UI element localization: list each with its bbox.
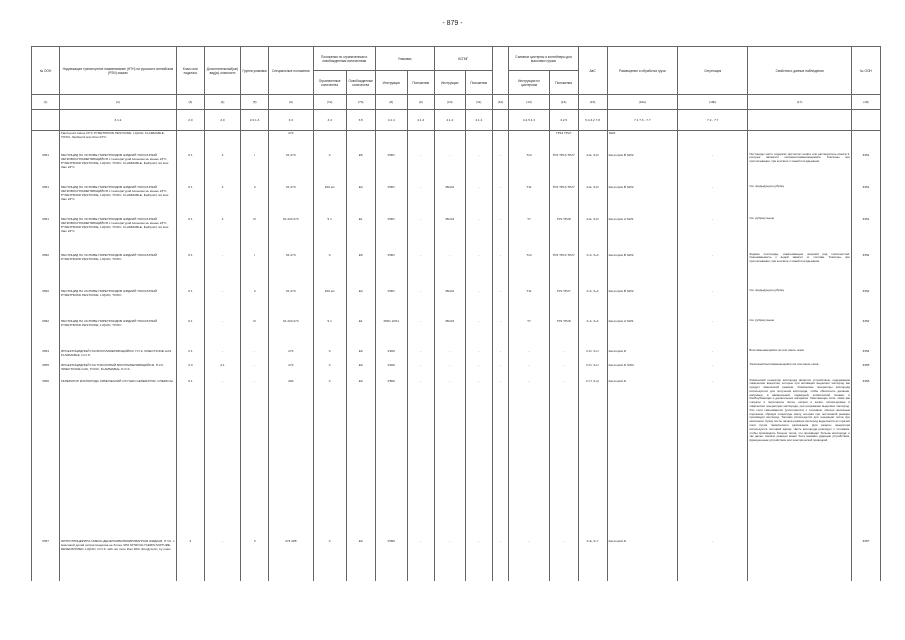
proper-shipping-name: Flash-point below 23°C PYRETHROID PESTICIDE, LIQUID, FLAMMABLE, TOXIC, flashpoint less than 23°C bbox=[59, 131, 176, 153]
ems-code: F-A, S-A bbox=[578, 253, 607, 289]
tank-provision: TP2 TP27 bbox=[549, 289, 578, 319]
tank-provision: - bbox=[549, 349, 578, 363]
properties: См. рубрику выше bbox=[748, 319, 852, 349]
column-code-row bbox=[32, 110, 881, 131]
proper-shipping-name: ПЕСТИЦИД НА ОСНОВЕ ПИРЕТРОИДОВ ЖИДКИЙ ТОКСИЧНЫЙ ЛЕГКОВОСПЛАМЕНЯЮЩИЙСЯ с температурой вспышки не менее 23°C PYRETHROID PESTICIDE, LIQUID, TOXIC, FLAMMABLE, flashpoint not less than 23°C bbox=[59, 185, 176, 217]
header-class: Класс или подкласс bbox=[176, 47, 204, 95]
column-code: 5.4.3.2 7.8 bbox=[578, 110, 607, 131]
stowage: Категория B SW2 bbox=[607, 185, 677, 217]
tank-provision: TP2 TP13 TP27 bbox=[549, 253, 578, 289]
proper-shipping-name: ПЕСТИЦИД НА ОСНОВЕ ПИРЕТРОИДОВ ЖИДКИЙ ТОКСИЧНЫЙ PYRETHROID PESTICIDE, LIQUID, TOXIC bbox=[59, 319, 176, 349]
subsidiary-hazard: - bbox=[204, 253, 240, 289]
column-12: - bbox=[492, 289, 509, 319]
column-code: 7.1 7.3 - 7.7 bbox=[607, 110, 677, 131]
packing-instruction bbox=[375, 131, 407, 153]
packing-instruction: P200 bbox=[375, 349, 407, 363]
packing-provision: - bbox=[407, 363, 434, 379]
subsidiary-hazard: 3 bbox=[204, 185, 240, 217]
column-code: 2.0.1.3 bbox=[241, 110, 269, 131]
class: 6.1 bbox=[176, 319, 204, 349]
header-tank-provisions: Положения bbox=[549, 71, 578, 95]
table-row bbox=[32, 217, 881, 253]
class: 5.1 bbox=[176, 379, 204, 539]
packing-group: III bbox=[241, 217, 269, 253]
packing-group: II bbox=[241, 289, 269, 319]
subsidiary-hazard: - bbox=[204, 349, 240, 363]
tank-instruction: T7 bbox=[509, 217, 549, 253]
column-code bbox=[851, 110, 880, 131]
header-tanks: Съемные цистерны и контейнеры для массовых грузов bbox=[509, 47, 578, 71]
un-number-right bbox=[851, 131, 880, 153]
packing-instruction: P200 bbox=[375, 363, 407, 379]
segregation bbox=[678, 131, 748, 153]
ibc-instruction: IBC02 bbox=[434, 289, 465, 319]
class: 6.1 bbox=[176, 253, 204, 289]
column-number: (7а) bbox=[313, 95, 346, 110]
packing-group bbox=[241, 131, 269, 153]
column-12: - bbox=[492, 217, 509, 253]
proper-shipping-name: НИТРОГЛИЦЕРИНА СМЕСЬ ДЕСЕНСИБИЛИЗИРОВАННАЯ ЖИДКАЯ, Н.У.К. с массовой долей нитроглицерина не более 30% NITROGLYCERIN MIXTURE, DESENSITIZED, LIQUID, N.O.S. with not more than 30% nitroglycerin, by mass bbox=[59, 539, 176, 581]
limited-quantity: 0 bbox=[313, 363, 346, 379]
column-number: (6) bbox=[269, 95, 314, 110]
proper-shipping-name: ГЕНЕРАТОР КИСЛОРОДА ХИМИЧЕСКИЙ OXYGEN GENERATOR, CHEMICAL bbox=[59, 379, 176, 539]
packing-group: - bbox=[241, 363, 269, 379]
column-12: - bbox=[492, 363, 509, 379]
class: 2.3 bbox=[176, 363, 204, 379]
column-12: - bbox=[492, 539, 509, 581]
header-segregation: Сегрегация bbox=[678, 47, 748, 95]
ems-code: F-E, S-Y bbox=[578, 539, 607, 581]
special-provisions: 274 bbox=[269, 363, 314, 379]
header-pack-instructions: Инструкции bbox=[375, 71, 407, 95]
header-packagings: Упаковки bbox=[375, 47, 434, 71]
packing-instruction: P001 LP01 bbox=[375, 319, 407, 349]
special-provisions: 61 223 274 bbox=[269, 319, 314, 349]
table-row bbox=[32, 131, 881, 153]
un-number: 3354 bbox=[32, 349, 60, 363]
un-number-right: 3356 bbox=[851, 379, 880, 539]
tank-instruction: - bbox=[509, 363, 549, 379]
column-code: 4.2.5 4.3 bbox=[509, 110, 549, 131]
column-code bbox=[32, 110, 60, 131]
table-row bbox=[32, 379, 881, 539]
excepted-quantity: E5 bbox=[346, 153, 375, 185]
limited-quantity: 0 bbox=[313, 379, 346, 539]
segregation: - bbox=[678, 349, 748, 363]
ibc-provision: - bbox=[465, 319, 492, 349]
limited-quantity: 5 л bbox=[313, 217, 346, 253]
ibc-instruction: - bbox=[434, 379, 465, 539]
packing-group: II bbox=[241, 185, 269, 217]
stowage: Категория B SW2 bbox=[607, 153, 677, 185]
stowage: Категория D bbox=[607, 349, 677, 363]
proper-shipping-name: ПЕСТИЦИД НА ОСНОВЕ ПИРЕТРОИДОВ ЖИДКИЙ ТОКСИЧНЫЙ PYRETHROID PESTICIDE, LIQUID, TOXIC bbox=[59, 289, 176, 319]
tank-instruction: T7 bbox=[509, 319, 549, 349]
column-code: 2.0 bbox=[204, 110, 240, 131]
packing-provision: - bbox=[407, 539, 434, 581]
special-provisions: 274 bbox=[269, 349, 314, 363]
header-col12 bbox=[492, 47, 509, 95]
segregation: - bbox=[678, 253, 748, 289]
tank-provision: TP2 TP13 TP27 bbox=[549, 185, 578, 217]
column-code: 2.0 bbox=[176, 110, 204, 131]
properties: См. предыдущую рубрику bbox=[748, 289, 852, 319]
tank-provision: TP13 TP27 bbox=[549, 131, 578, 153]
un-number bbox=[32, 131, 60, 153]
properties bbox=[748, 539, 852, 581]
column-number: (16a) bbox=[607, 95, 677, 110]
column-number: (10) bbox=[434, 95, 465, 110]
packing-instruction: P001 bbox=[375, 217, 407, 253]
excepted-quantity bbox=[346, 131, 375, 153]
excepted-quantity: E0 bbox=[346, 539, 375, 581]
column-12: - bbox=[492, 185, 509, 217]
un-number: 3352 bbox=[32, 253, 60, 289]
ems-code: F-E, S-D bbox=[578, 217, 607, 253]
ems-code: F-E, S-D bbox=[578, 153, 607, 185]
un-number-right: 3352 bbox=[851, 319, 880, 349]
column-number: (5) bbox=[241, 95, 269, 110]
excepted-quantity: E1 bbox=[346, 319, 375, 349]
table-row bbox=[32, 289, 881, 319]
packing-instruction: P001 bbox=[375, 253, 407, 289]
header-packing-group: Группа упаковки bbox=[241, 47, 269, 95]
column-number: (4) bbox=[204, 95, 240, 110]
packing-provision: - bbox=[407, 185, 434, 217]
limited-quantity: 100 мл bbox=[313, 185, 346, 217]
limited-quantity: 0 bbox=[313, 349, 346, 363]
packing-provision bbox=[407, 131, 434, 153]
column-number: (17) bbox=[748, 95, 852, 110]
column-code: 4.2.5 bbox=[549, 110, 578, 131]
special-provisions: 61 274 bbox=[269, 185, 314, 217]
limited-quantity: 5 л bbox=[313, 319, 346, 349]
packing-provision: - bbox=[407, 153, 434, 185]
packing-group: III bbox=[241, 319, 269, 349]
column-number: (11) bbox=[465, 95, 492, 110]
column-number: (3) bbox=[176, 95, 204, 110]
packing-instruction: P001 bbox=[375, 289, 407, 319]
segregation: - bbox=[678, 539, 748, 581]
ems-code: F-D, S-U bbox=[578, 363, 607, 379]
class: 6.1 bbox=[176, 153, 204, 185]
excepted-quantity: E1 bbox=[346, 217, 375, 253]
tank-provision: TP2 TP28 bbox=[549, 217, 578, 253]
column-code bbox=[492, 110, 509, 131]
un-number-right: 3351 bbox=[851, 217, 880, 253]
subsidiary-hazard: 2.1 bbox=[204, 363, 240, 379]
excepted-quantity: E0 bbox=[346, 349, 375, 363]
ibc-instruction: IBC03 bbox=[434, 217, 465, 253]
un-number-right: 3352 bbox=[851, 253, 880, 289]
special-provisions: 61 274 bbox=[269, 253, 314, 289]
column-code: 4.1.4 bbox=[375, 110, 407, 131]
header-special-provisions: Специальные положения bbox=[269, 47, 314, 95]
ibc-provision: - bbox=[465, 217, 492, 253]
subsidiary-hazard: 3 bbox=[204, 153, 240, 185]
excepted-quantity: E4 bbox=[346, 185, 375, 217]
column-number-row bbox=[32, 95, 881, 110]
column-12: - bbox=[492, 379, 509, 539]
header-ibc: КСГМГ bbox=[434, 47, 492, 71]
class: 6.1 bbox=[176, 185, 204, 217]
column-number: (7b) bbox=[346, 95, 375, 110]
subsidiary-hazard bbox=[204, 131, 240, 153]
table-row bbox=[32, 349, 881, 363]
ems-code: F-D, S-U bbox=[578, 349, 607, 363]
stowage: Категория D bbox=[607, 379, 677, 539]
ibc-instruction: - bbox=[434, 153, 465, 185]
segregation: - bbox=[678, 153, 748, 185]
tank-instruction: T14 bbox=[509, 253, 549, 289]
packing-provision: - bbox=[407, 289, 434, 319]
proper-shipping-name: ПЕСТИЦИД НА ОСНОВЕ ПИРЕТРОИДОВ ЖИДКИЙ ТОКСИЧНЫЙ ЛЕГКОВОСПЛАМЕНЯЮЩИЙСЯ с температурой вспышки не менее 23°C PYRETHROID PESTICIDE, LIQUID, TOXIC, FLAMMABLE, flashpoint not less than 23°C bbox=[59, 217, 176, 253]
column-code: 4.1.4 bbox=[434, 110, 465, 131]
column-number: (15) bbox=[578, 95, 607, 110]
stowage: Категория D bbox=[607, 539, 677, 581]
subsidiary-hazard: - bbox=[204, 379, 240, 539]
class: 6.1 bbox=[176, 217, 204, 253]
un-number-right: 3357 bbox=[851, 539, 880, 581]
header-subsidiary: Дополнительный(ые) вид(ы) опасности bbox=[204, 47, 240, 95]
column-code: 4.1.4 bbox=[407, 110, 434, 131]
ems-code: F-H, S-Q bbox=[578, 379, 607, 539]
class: 6.1 bbox=[176, 289, 204, 319]
column-number: (16b) bbox=[678, 95, 748, 110]
ems-code: F-A, S-A bbox=[578, 289, 607, 319]
table-row bbox=[32, 363, 881, 379]
ibc-instruction: - bbox=[434, 539, 465, 581]
un-number: 3351 bbox=[32, 185, 60, 217]
packing-instruction: P001 bbox=[375, 185, 407, 217]
column-code: 3.4 bbox=[313, 110, 346, 131]
column-code: 7.2 - 7.7 bbox=[678, 110, 748, 131]
limited-quantity: 0 bbox=[313, 153, 346, 185]
un-number: 3356 bbox=[32, 379, 60, 539]
special-provisions: 61 274 bbox=[269, 289, 314, 319]
ibc-provision: - bbox=[465, 253, 492, 289]
ibc-instruction: IBC03 bbox=[434, 319, 465, 349]
special-provisions: 61 274 bbox=[269, 153, 314, 185]
properties bbox=[748, 131, 852, 153]
column-number: (8) bbox=[375, 95, 407, 110]
tank-instruction: - bbox=[509, 379, 549, 539]
table-row bbox=[32, 253, 881, 289]
un-number: 3351 bbox=[32, 217, 60, 253]
segregation: - bbox=[678, 379, 748, 539]
proper-shipping-name: ПЕСТИЦИД НА ОСНОВЕ ПИРЕТРОИДОВ ЖИДКИЙ ТОКСИЧНЫЙ PYRETHROID PESTICIDE, LIQUID, TOXIC bbox=[59, 253, 176, 289]
special-provisions: 284 bbox=[269, 379, 314, 539]
ibc-provision: - bbox=[465, 289, 492, 319]
header-name: Надлежащее транспортное наименование (НТН) на русском и английском (PSN) языках bbox=[59, 47, 176, 95]
subsidiary-hazard: - bbox=[204, 289, 240, 319]
un-number: 3355 bbox=[32, 363, 60, 379]
header-un: № ООН bbox=[32, 47, 60, 95]
segregation: - bbox=[678, 217, 748, 253]
ibc-instruction: - bbox=[434, 363, 465, 379]
column-code: 3.1.2 bbox=[59, 110, 176, 131]
un-number: 3351 bbox=[32, 153, 60, 185]
segregation: - bbox=[678, 185, 748, 217]
ibc-instruction: - bbox=[434, 253, 465, 289]
tank-provision: TP2 TP28 bbox=[549, 319, 578, 349]
limited-quantity: 0 bbox=[313, 253, 346, 289]
proper-shipping-name: ИНСЕКТИЦИДНЫЙ ГАЗ ВОСПЛАМЕНЯЮЩИЙСЯ, Н.У.К. INSECTICIDE GAS, FLAMMABLE, N.O.S. bbox=[59, 349, 176, 363]
column-code: 4.1.4 bbox=[465, 110, 492, 131]
special-provisions: 61 223 274 bbox=[269, 217, 314, 253]
segregation: - bbox=[678, 289, 748, 319]
tank-instruction: T11 bbox=[509, 185, 549, 217]
un-number-right: 3351 bbox=[851, 153, 880, 185]
ibc-instruction: - bbox=[434, 349, 465, 363]
segregation: - bbox=[678, 363, 748, 379]
packing-group: - bbox=[241, 379, 269, 539]
tank-instruction bbox=[509, 131, 549, 153]
column-code bbox=[748, 110, 852, 131]
limited-quantity: 0 bbox=[313, 539, 346, 581]
un-number-right: 3354 bbox=[851, 349, 880, 363]
packing-provision: - bbox=[407, 379, 434, 539]
column-number: (12) bbox=[492, 95, 509, 110]
header-excepted: Освобожденные количества bbox=[346, 71, 375, 95]
class bbox=[176, 131, 204, 153]
stowage: Категория D SW2 bbox=[607, 363, 677, 379]
ibc-provision: - bbox=[465, 539, 492, 581]
header-un-right: № ООН bbox=[851, 47, 880, 95]
subsidiary-hazard: - bbox=[204, 319, 240, 349]
class: 3 bbox=[176, 539, 204, 581]
special-provisions: 274 bbox=[269, 131, 314, 153]
ibc-instruction: IBC02 bbox=[434, 185, 465, 217]
page-number: - 879 - bbox=[442, 20, 463, 27]
excepted-quantity: E4 bbox=[346, 289, 375, 319]
packing-group: II bbox=[241, 539, 269, 581]
column-number: (2) bbox=[59, 95, 176, 110]
table-row bbox=[32, 185, 881, 217]
column-12: - bbox=[492, 153, 509, 185]
header-ems: АвС bbox=[578, 47, 607, 95]
stowage: Категория B SW2 bbox=[607, 289, 677, 319]
excepted-quantity: E5 bbox=[346, 253, 375, 289]
tank-instruction: T14 bbox=[509, 153, 549, 185]
properties: См. рубрику выше bbox=[748, 217, 852, 253]
segregation: - bbox=[678, 319, 748, 349]
packing-provision: - bbox=[407, 349, 434, 363]
ems-code: F-A, S-A bbox=[578, 319, 607, 349]
column-12: - bbox=[492, 349, 509, 363]
table-row bbox=[32, 319, 881, 349]
column-number: (1) bbox=[32, 95, 60, 110]
stowage: Категория A SW2 bbox=[607, 319, 677, 349]
header-limited: Ограниченные количества bbox=[313, 71, 346, 95]
packing-instruction: P099 bbox=[375, 539, 407, 581]
dangerous-goods-table bbox=[31, 46, 881, 581]
subsidiary-hazard: - bbox=[204, 539, 240, 581]
special-provisions: 274 288 bbox=[269, 539, 314, 581]
ibc-provision: - bbox=[465, 153, 492, 185]
ibc-provision: - bbox=[465, 185, 492, 217]
properties: Токсичный воспламеняющийся газ или смесь газов bbox=[748, 363, 852, 379]
ibc-provision bbox=[465, 131, 492, 153]
ibc-provision: - bbox=[465, 349, 492, 363]
column-number: (9) bbox=[407, 95, 434, 110]
ems-code: F-E, S-D bbox=[578, 185, 607, 217]
properties: Жидкие пестициды, охватывающие широкий ряд токсичностей. Смешиваемость с водой зависит от состава. Токсичны при проглатывании, при контакте с кожей или вдыхании bbox=[748, 253, 852, 289]
stowage: Категория B SW2 bbox=[607, 253, 677, 289]
column-12: - bbox=[492, 319, 509, 349]
ibc-provision: - bbox=[465, 363, 492, 379]
packing-instruction: P500 bbox=[375, 379, 407, 539]
class: 2.1 bbox=[176, 349, 204, 363]
header-pack-provisions: Положения bbox=[407, 71, 434, 95]
stowage: Категория A SW2 bbox=[607, 217, 677, 253]
un-number-right: 3351 bbox=[851, 185, 880, 217]
proper-shipping-name: ПЕСТИЦИД НА ОСНОВЕ ПИРЕТРОИДОВ ЖИДКИЙ ТОКСИЧНЫЙ ЛЕГКОВОСПЛАМЕНЯЮЩИЙСЯ с температурой вспышки не менее 23°C PYRETHROID PESTICIDE, LIQUID, TOXIC, FLAMMABLE, flashpoint not less than 23°C bbox=[59, 153, 176, 185]
properties: См. предыдущую рубрику bbox=[748, 185, 852, 217]
properties: Пестициды часто содержат дистиллят нефти или растворитель класса 3, которые являются легковоспламеняющимися. Токсичны при проглатывании, при контакте с кожей или вдыхании bbox=[748, 153, 852, 185]
header-ibc-provisions: Положения bbox=[465, 71, 492, 95]
excepted-quantity: E0 bbox=[346, 379, 375, 539]
tank-instruction: - bbox=[509, 349, 549, 363]
ibc-instruction bbox=[434, 131, 465, 153]
packing-provision: - bbox=[407, 253, 434, 289]
column-12: - bbox=[492, 253, 509, 289]
tank-provision: - bbox=[549, 363, 578, 379]
un-number: 3352 bbox=[32, 319, 60, 349]
packing-group: - bbox=[241, 349, 269, 363]
packing-provision: - bbox=[407, 319, 434, 349]
tank-provision: TP2 TP13 TP27 bbox=[549, 153, 578, 185]
header-ibc-instructions: Инструкции bbox=[434, 71, 465, 95]
header-stowage: Размещение и обработка груза bbox=[607, 47, 677, 95]
packing-group: I bbox=[241, 253, 269, 289]
column-number: (13) bbox=[509, 95, 549, 110]
limited-quantity bbox=[313, 131, 346, 153]
table-row bbox=[32, 539, 881, 581]
ems-code bbox=[578, 131, 607, 153]
stowage: SW2 bbox=[607, 131, 677, 153]
limited-quantity: 100 мл bbox=[313, 289, 346, 319]
un-number: 3352 bbox=[32, 289, 60, 319]
ibc-provision: - bbox=[465, 379, 492, 539]
column-code: 3.3 bbox=[269, 110, 314, 131]
packing-group: I bbox=[241, 153, 269, 185]
packing-instruction: P001 bbox=[375, 153, 407, 185]
tank-provision: - bbox=[549, 379, 578, 539]
excepted-quantity: E0 bbox=[346, 363, 375, 379]
tank-instruction: T11 bbox=[509, 289, 549, 319]
subsidiary-hazard: 3 bbox=[204, 217, 240, 253]
properties: Химический генератор кислорода является устройством, содержащим химические вещества, которые при активации выделяют кислород как продукт химической реакции. Химические генераторы кислорода используются для получения кислорода, чтобы обеспечить дыхание, например, в авиационной, подводной, космической технике, в бомбоубежищах и дыхательных аппаратах. Окисляющие соли, такие как хлораты и перхлораты лития, натрия и калия, используемые в химических генераторах кислорода, при нагревании выделяют кислород. Эти соли смешиваются (уплотняются) с топливом, обычно железным порошком, образуя хлоратную свечу, которая при постоянной реакции производит кислород. Топливо используется для генерации тепла при окислении. Сразу после начала реакции кислород выделяется из горячей соли путем термического разложения (для защиты генератора используется тепловой экран). Часть кислорода реагирует с топливом, чтобы производить больше тепла, что производит больше кислорода, и так далее. Начало реакции может быть вызвано ударным устройством, фрикционным устройством или электрической проводкой. bbox=[748, 379, 852, 539]
proper-shipping-name: ИНСЕКТИЦИДНЫЙ ГАЗ ТОКСИЧНЫЙ ВОСПЛАМЕНЯЮЩИЙСЯ, Н.У.К. INSECTICIDE GAS, TOXIC, FLAMMABLE, N.O.S. bbox=[59, 363, 176, 379]
header-properties: Свойства и данные наблюдения bbox=[748, 47, 852, 95]
column-number: (18) bbox=[851, 95, 880, 110]
header-tank-instructions: Инструкции по цистернам bbox=[509, 71, 549, 95]
column-12 bbox=[492, 131, 509, 153]
column-code: 3.5 bbox=[346, 110, 375, 131]
un-number-right: 3352 bbox=[851, 289, 880, 319]
tank-provision: - bbox=[549, 539, 578, 581]
properties: Воспламеняющийся газ или смесь газов bbox=[748, 349, 852, 363]
table-row bbox=[32, 153, 881, 185]
tank-instruction: - bbox=[509, 539, 549, 581]
column-number: (14) bbox=[549, 95, 578, 110]
packing-provision: - bbox=[407, 217, 434, 253]
un-number: 3357 bbox=[32, 539, 60, 581]
un-number-right: 3355 bbox=[851, 363, 880, 379]
header-limited-excepted: Положения по ограниченным и освобожденным количествам bbox=[313, 47, 375, 71]
